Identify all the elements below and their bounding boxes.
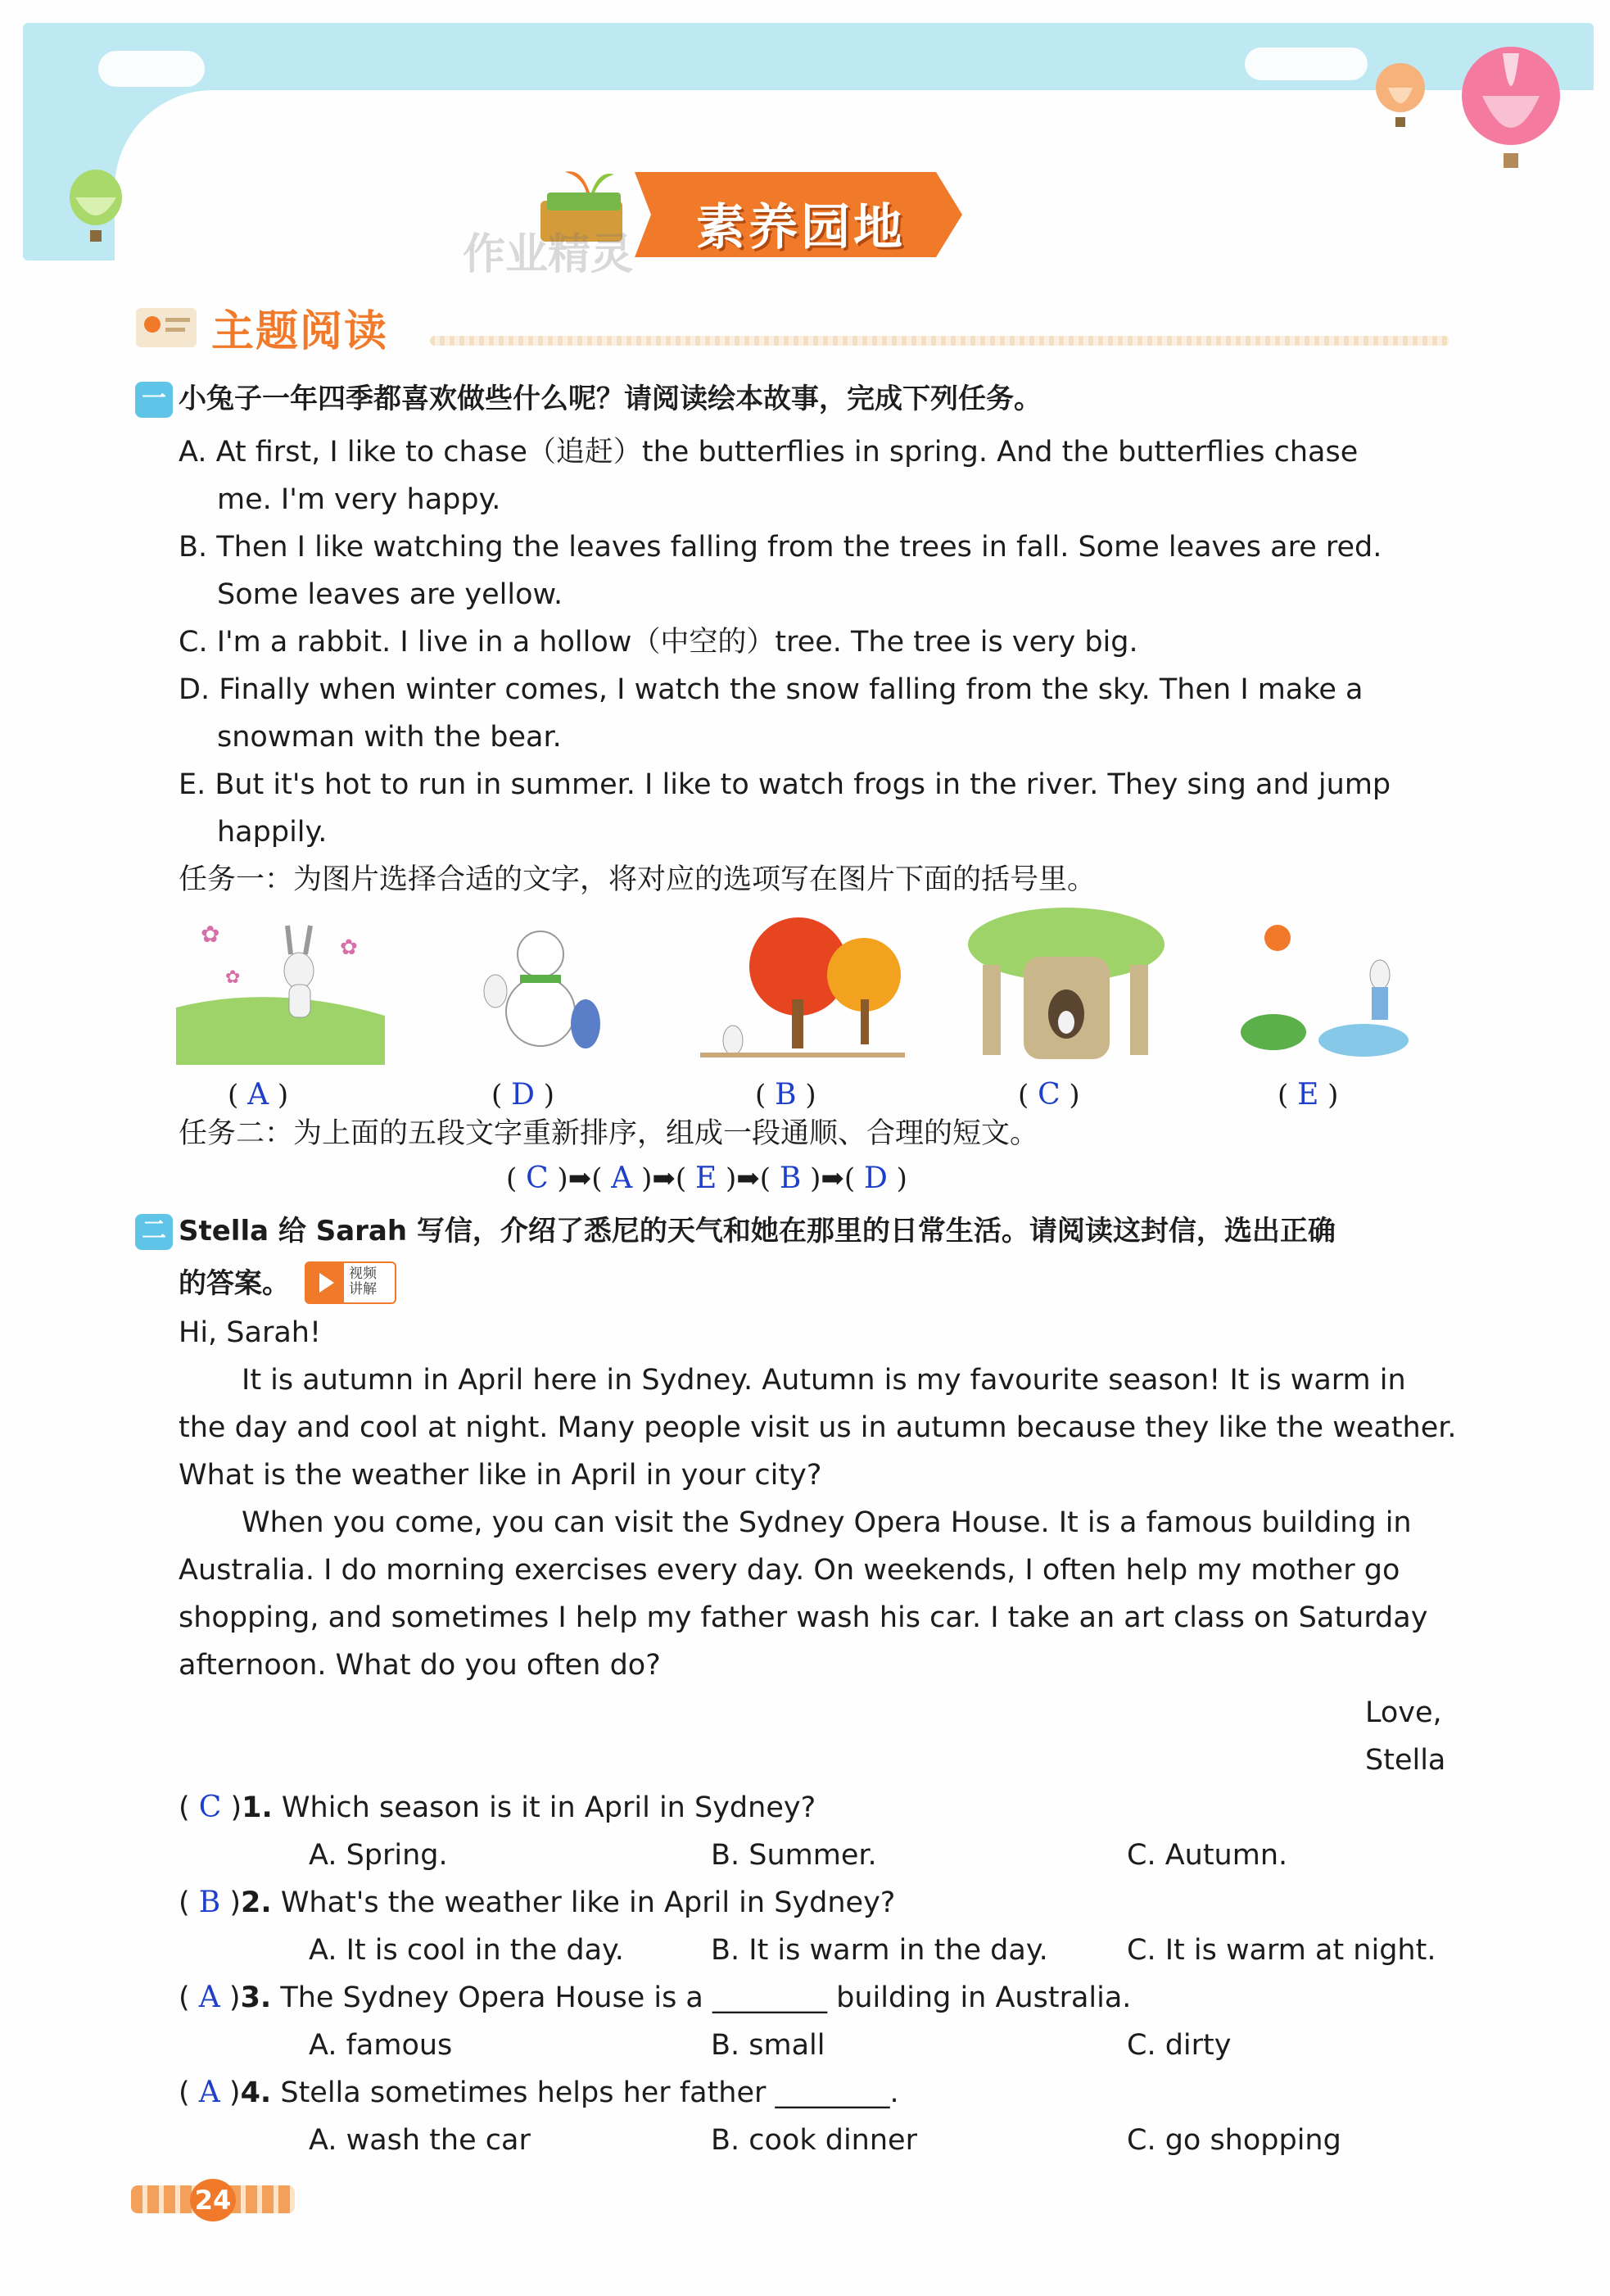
- balloon-left-icon: [64, 168, 128, 250]
- order-sequence: ( C )➡( A )➡( E )➡( B )➡( D ): [506, 1162, 907, 1195]
- video-explanation-button[interactable]: [305, 1261, 396, 1304]
- letter-signature: Stella: [1365, 1744, 1446, 1777]
- page-banner-title: 素养园地: [696, 199, 906, 256]
- balloon-big-icon: [1458, 45, 1564, 184]
- part-two-instruction-line2: 的答案。: [179, 1267, 290, 1300]
- question-3-option-b: B. small: [711, 2029, 825, 2062]
- part-two-badge: 二: [135, 1214, 173, 1250]
- paragraph-d-line1: D. Finally when winter comes, I watch the snow falling from the sky. Then I make a: [179, 673, 1364, 706]
- cloud-decoration: [98, 51, 205, 87]
- paragraph-e-line1: E. But it's hot to run in summer. I like to watch frogs in the river. They sing and jump: [179, 768, 1391, 801]
- question-2: ( B )2. What's the weather like in April in Sydney?: [179, 1886, 896, 1919]
- cloud-decoration: [1245, 48, 1368, 80]
- question-3-option-a: A. famous: [309, 2029, 453, 2062]
- letter-line: afternoon. What do you often do?: [179, 1649, 661, 1682]
- page-number-badge: [131, 2179, 295, 2216]
- question-text: Stella sometimes helps her father ________.: [280, 2076, 899, 2109]
- question-text: The Sydney Opera House is a ________ building in Australia.: [280, 1981, 1132, 2014]
- question-number: 2.: [241, 1886, 272, 1919]
- question-2-option-b: B. It is warm in the day.: [711, 1934, 1048, 1967]
- order-item: C: [526, 1162, 549, 1195]
- question-number: 1.: [242, 1791, 273, 1824]
- arrow-right-icon: ➡: [736, 1162, 760, 1195]
- letter-line: shopping, and sometimes I help my father wash his car. I take an art class on Saturday: [179, 1601, 1428, 1634]
- hollow-tree-picture: [966, 908, 1167, 1063]
- question-3: ( A )3. The Sydney Opera House is a ________ building in Australia.: [179, 1981, 1132, 2014]
- arrow-right-icon: ➡: [652, 1162, 676, 1195]
- arrow-right-icon: ➡: [821, 1162, 844, 1195]
- question-1-option-b: B. Summer.: [711, 1839, 877, 1872]
- question-4-option-c: C. go shopping: [1127, 2124, 1341, 2157]
- arrow-right-icon: ➡: [568, 1162, 592, 1195]
- order-item: A: [611, 1162, 633, 1195]
- answer-value: C: [1038, 1078, 1061, 1112]
- reading-icon: [131, 297, 201, 354]
- letter-line: It is autumn in April here in Sydney. Autumn is my favourite season! It is warm in: [242, 1364, 1406, 1397]
- picture-answer-5: ( E ): [1278, 1078, 1339, 1112]
- question-answer: A: [198, 1981, 220, 2014]
- order-item: D: [864, 1162, 888, 1195]
- question-answer: C: [198, 1791, 222, 1824]
- svg-text:✿: ✿: [201, 921, 220, 948]
- paragraph-c-line1: C. I'm a rabbit. I live in a hollow（中空的）tree. The tree is very big.: [179, 626, 1138, 659]
- picture-answer-1: ( A ): [228, 1078, 289, 1112]
- section-title: 主题阅读: [211, 307, 389, 356]
- order-item: E: [694, 1162, 717, 1195]
- letter-line: the day and cool at night. Many people visit us in autumn because they like the weather.: [179, 1411, 1457, 1444]
- summer-frogs-picture: [1232, 917, 1417, 1065]
- section-divider: [430, 336, 1449, 346]
- question-text: What's the weather like in April in Sydney?: [280, 1886, 896, 1919]
- picture-answer-4: ( C ): [1018, 1078, 1080, 1112]
- letter-line: When you come, you can visit the Sydney Opera House. It is a famous building in: [242, 1506, 1412, 1539]
- svg-text:✿: ✿: [225, 967, 241, 988]
- question-number: 3.: [240, 1981, 272, 2014]
- task-one-instruction: 任务一：为图片选择合适的文字，将对应的选项写在图片下面的括号里。: [179, 863, 1097, 896]
- answer-value: B: [775, 1078, 797, 1112]
- paragraph-d-line2: snowman with the bear.: [217, 721, 562, 754]
- question-text: Which season is it in April in Sydney?: [281, 1791, 816, 1824]
- question-number: 4.: [240, 2076, 272, 2109]
- picture-answer-3: ( B ): [755, 1078, 816, 1112]
- page-number: 24: [190, 2179, 236, 2221]
- letter-closing: Love,: [1365, 1696, 1442, 1729]
- part-one-badge: 一: [135, 382, 173, 418]
- question-answer: A: [198, 2076, 220, 2109]
- answer-value: D: [511, 1078, 535, 1112]
- answer-value: E: [1297, 1078, 1319, 1112]
- watermark: 作业精灵: [463, 230, 634, 279]
- question-2-option-a: A. It is cool in the day.: [309, 1934, 624, 1967]
- winter-snowman-picture: [471, 909, 606, 1065]
- task-two-instruction: 任务二：为上面的五段文字重新排序，组成一段通顺、合理的短文。: [179, 1117, 1039, 1150]
- paragraph-b-line1: B. Then I like watching the leaves falling from the trees in fall. Some leaves are red.: [179, 531, 1382, 564]
- part-one-instruction: 小兔子一年四季都喜欢做些什么呢？请阅读绘本故事，完成下列任务。: [179, 383, 1042, 415]
- question-1: ( C )1. Which season is it in April in Sydney?: [179, 1791, 816, 1824]
- letter-line: Australia. I do morning exercises every day. On weekends, I often help my mother go: [179, 1554, 1400, 1587]
- question-4: ( A )4. Stella sometimes helps her father ________.: [179, 2076, 899, 2109]
- paragraph-a-line1: A. At first, I like to chase（追赶）the butterflies in spring. And the butterflies chase: [179, 436, 1359, 469]
- order-item: B: [779, 1162, 802, 1195]
- paragraph-a-line2: me. I'm very happy.: [217, 483, 501, 516]
- spring-butterflies-picture: [176, 909, 385, 1065]
- answer-value: A: [247, 1078, 269, 1112]
- question-2-option-c: C. It is warm at night.: [1127, 1934, 1436, 1967]
- part-two-instruction-line1: Stella 给 Sarah 写信，介绍了悉尼的天气和她在那里的日常生活。请阅读这封信，选出正确: [179, 1215, 1336, 1248]
- question-4-option-a: A. wash the car: [309, 2124, 531, 2157]
- paragraph-b-line2: Some leaves are yellow.: [217, 578, 563, 611]
- video-button-label: 视频 讲解: [349, 1266, 377, 1297]
- question-3-option-c: C. dirty: [1127, 2029, 1232, 2062]
- question-4-option-b: B. cook dinner: [711, 2124, 917, 2157]
- letter-line: What is the weather like in April in your city?: [179, 1459, 822, 1492]
- balloon-small-icon: [1372, 61, 1429, 135]
- question-1-option-a: A. Spring.: [309, 1839, 448, 1872]
- fall-leaves-picture: [700, 917, 905, 1065]
- question-1-option-c: C. Autumn.: [1127, 1839, 1288, 1872]
- svg-text:✿: ✿: [340, 935, 358, 960]
- picture-answer-2: ( D ): [491, 1078, 555, 1112]
- play-icon: [306, 1263, 344, 1302]
- paragraph-e-line2: happily.: [217, 816, 328, 849]
- letter-greeting: Hi, Sarah!: [179, 1316, 322, 1349]
- question-answer: B: [198, 1886, 221, 1919]
